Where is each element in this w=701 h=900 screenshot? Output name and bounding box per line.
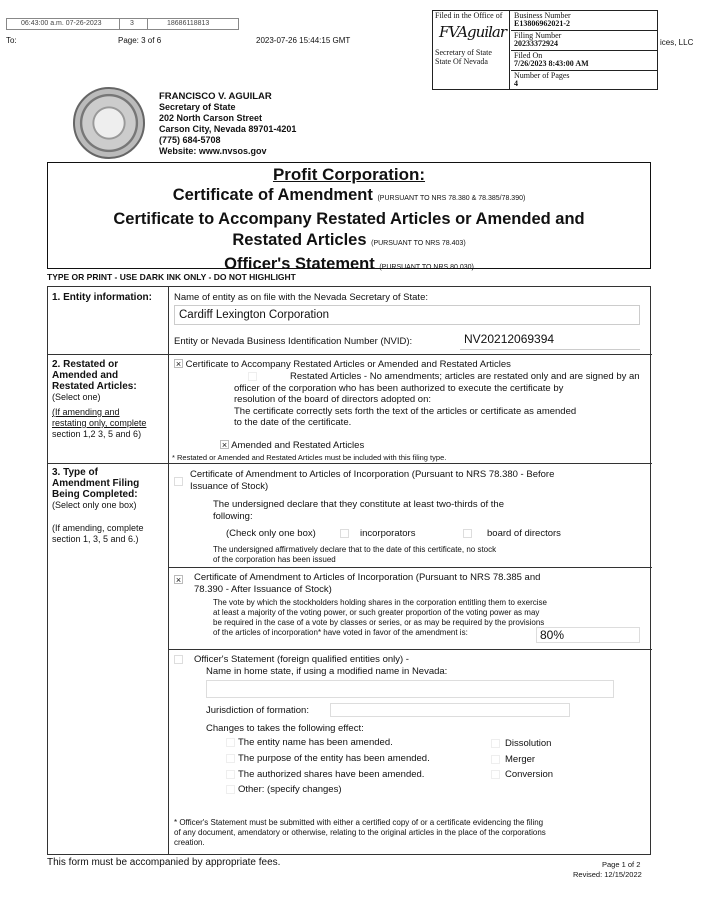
- stamp-signature: FVAguilar: [439, 23, 507, 41]
- vote-line4: of the articles of incorporation* have voted in favor of the amendment is:: [213, 628, 468, 637]
- conversion-checkbox[interactable]: [491, 770, 500, 779]
- officer-footnote-line2: of any document, amendatory or otherwise, relating to the original articles in the place of the corporations: [174, 828, 546, 837]
- board-checkbox[interactable]: [463, 529, 472, 538]
- accompany-option: × Certificate to Accompany Restated Articles or Amended and Restated Articles: [175, 359, 511, 370]
- change-purpose-label: The purpose of the entity has been amended.: [238, 753, 430, 764]
- jurisdiction-field[interactable]: [330, 703, 570, 717]
- title-certificate-amendment: Certificate of Amendment (PURSUANT TO NRS 78.380 & 78.385/78.390): [172, 186, 526, 204]
- entity-name-prompt: Name of entity as on file with the Nevada Secretary of State:: [174, 292, 428, 303]
- amended-checkbox[interactable]: ×: [221, 440, 228, 450]
- restated-line4: The certificate correctly sets forth the text of the articles or certificate as amended: [234, 406, 577, 417]
- restated-checkbox[interactable]: [248, 372, 257, 381]
- before-issuance-checkbox[interactable]: [174, 477, 183, 486]
- pages-label: Number of Pages: [514, 71, 570, 80]
- officer-statement-line2: Name in home state, if using a modified name in Nevada:: [206, 666, 448, 677]
- before-issuance-line2: Issuance of Stock): [190, 481, 269, 492]
- title-profit-corporation: Profit Corporation:: [272, 165, 426, 184]
- change-shares-label: The authorized shares have been amended.: [238, 769, 425, 780]
- officer-statement-checkbox[interactable]: [174, 655, 183, 664]
- changes-label: Changes to takes the following effect:: [206, 723, 364, 734]
- pages-count: 4: [514, 79, 518, 88]
- form-title-box: [47, 162, 651, 273]
- filing-number-label: Filing Number: [514, 31, 562, 40]
- vote-percentage-field[interactable]: 80%: [536, 627, 640, 643]
- incorporators-label: incorporators: [360, 528, 416, 539]
- fax-recipient-fragment: ices, LLC: [660, 38, 694, 47]
- section3-label: 3. Type of Amendment Filing Being Completed: (Select only one box) (If amending, complete section 1, 3, 5 and 6.): [52, 467, 144, 544]
- before-declare-line1: The undersigned declare that they constitute at least two-thirds of the: [213, 499, 504, 510]
- section2-footnote: * Restated or Amended and Restated Articles must be included with this filing type.: [172, 453, 447, 462]
- sos-address1: 202 North Carson Street: [159, 113, 263, 123]
- nevada-state-seal: [73, 87, 145, 159]
- sos-info: [159, 91, 296, 157]
- title-restated-articles: Restated Articles (PURSUANT TO NRS 78.403): [232, 231, 466, 249]
- restated-line3: resolution of the board of directors adopted on:: [234, 394, 431, 405]
- section1-label: 1. Entity information:: [52, 292, 152, 303]
- accompany-checkbox[interactable]: ×: [175, 359, 182, 369]
- officer-footnote-line3: creation.: [174, 838, 205, 847]
- entity-name-field[interactable]: Cardiff Lexington Corporation: [174, 305, 640, 325]
- amended-restated-option: × Amended and Restated Articles: [221, 440, 365, 451]
- type-instructions: TYPE OR PRINT - USE DARK INK ONLY - DO NOT HIGHLIGHT: [47, 272, 296, 282]
- affirm-line1: The undersigned affirmatively declare that to the date of this certificate, no stock: [213, 545, 497, 554]
- dissolution-checkbox[interactable]: [491, 739, 500, 748]
- business-number-label: Business Number: [514, 11, 571, 20]
- sos-name: FRANCISCO V. AGUILAR: [159, 91, 272, 102]
- restated-line2: officer of the corporation who has been authorized to execute the certificate by: [234, 383, 564, 394]
- filed-on-label: Filed On: [514, 51, 543, 60]
- fax-timestamp: 06:43:00 a.m. 07-26-2023: [21, 20, 102, 27]
- page-number: Page 1 of 2: [602, 860, 641, 869]
- filing-number: 20233372924: [514, 39, 558, 48]
- after-issuance-checkbox[interactable]: ×: [175, 575, 182, 585]
- change-purpose-checkbox[interactable]: [226, 754, 235, 763]
- stamp-secretary: Secretary of State: [435, 48, 492, 57]
- nvid-prompt: Entity or Nevada Business Identification Number (NVID):: [174, 336, 413, 347]
- fax-datetime: 2023-07-26 15:44:15 GMT: [256, 36, 351, 45]
- after-issuance-line1: Certificate of Amendment to Articles of Incorporation (Pursuant to NRS 78.385 and: [194, 572, 541, 583]
- fax-page: Page: 3 of 6: [118, 36, 162, 45]
- fees-notice: This form must be accompanied by appropriate fees.: [47, 857, 281, 868]
- affirm-line2: of the corporation has been issued: [213, 555, 336, 564]
- before-issuance-line1: Certificate of Amendment to Articles of Incorporation (Pursuant to NRS 78.380 - Before: [190, 469, 555, 480]
- title-restated-line: Certificate to Accompany Restated Articles or Amended and: [113, 210, 585, 228]
- nvid-field[interactable]: NV20212069394: [460, 332, 640, 350]
- merger-checkbox[interactable]: [491, 755, 500, 764]
- form-grid: 1. Entity information: Name of entity as on file with the Nevada Secretary of State: Cardiff Lexington Corporation Entity or Nevada Business Identification Number (NVID): NV20212069394 2. Restated or Amended and Restated Articles: (Select one) (If amending and restating only, complete section 1,2 3, 5 and 6) × Certificate to Accompany Restated Articles or Amended and Restated Articles Restated Articles - No amendments; articles are restated only and are signed by an officer of the corporation who has been authorized to execute the certificate by resolution of the board of directors adopted on: The certificate correctly sets forth the text of the articles or certificate as amended to the date of the certificate. × Amended and Restated Articles * Restated or Amended and Restated Articles must be included with this filing type. 3. Type of Amendment Filing Being Completed: (Select only one box) (If amending, complete section 1, 3, 5 and 6.) Certificate of Amendment to Articles of Incorporation (Pursuant to NRS 78.380 - Before Issuance of Stock) The undersigned declare that they constitute at least two-thirds of the following: (Check only one box) incorporators board of directors The undersigned affirmatively declare that to the date of this certificate, no stock of the corporation has been issued × Certificate of Amendment to Articles of Incorporation (Pursuant to NRS 78.385 and 78.390 - After Issuance of Stock) The vote by which the stockholders holding shares in the corporation entitling them to exercise at least a majority of the voting power, or such greater proportion of the voting power as may be required in the case of a vote by classes or series, or as may be required by the provisions of the articles of incorporation* have voted in favor of the amendment is: 80% Officer's Statement (foreign qualified entities only) - Name in home state, if using a modified name in Nevada: Jurisdiction of formation: Changes to takes the following effect: The entity name has been amended. The purpose of the entity has been amended. The authorized shares have been amended. Other: (specify changes) Dissolution Merger Conversion * Officer's Statement must be submitted with either a certified copy of or a certificate evidencing the filing of any document, amendatory or otherwise, relating to the original articles in the place of the corporations creation.: [47, 286, 651, 855]
- fax-header-box: [6, 18, 239, 30]
- section2-label: 2. Restated or Amended and Restated Articles: (Select one) (If amending and restating only, complete section 1,2 3, 5 and 6): [52, 359, 147, 439]
- restated-line5: to the date of the certificate.: [234, 417, 352, 428]
- conversion-label: Conversion: [505, 769, 554, 780]
- fax-to: To:: [6, 36, 17, 45]
- officer-footnote-line1: * Officer's Statement must be submitted with either a certified copy of or a certificate evidencing the filing: [174, 818, 544, 827]
- jurisdiction-label: Jurisdiction of formation:: [206, 705, 309, 716]
- sos-website: Website: www.nvsos.gov: [159, 146, 267, 156]
- officer-statement-line1: Officer's Statement (foreign qualified entities only) -: [194, 654, 409, 665]
- change-shares-checkbox[interactable]: [226, 770, 235, 779]
- merger-label: Merger: [505, 754, 536, 765]
- sos-phone: (775) 684-5708: [159, 135, 221, 145]
- board-label: board of directors: [487, 528, 561, 539]
- vote-line3: be required in the case of a vote by classes or series, or as may be required by the provisions: [213, 618, 545, 627]
- filing-stamp: [432, 10, 658, 90]
- change-other-checkbox[interactable]: [226, 785, 235, 794]
- vote-line1: The vote by which the stockholders holding shares in the corporation entitling them to exercise: [213, 598, 547, 607]
- fax-number: 18686118813: [167, 20, 210, 27]
- filed-on: 7/26/2023 8:43:00 AM: [514, 59, 589, 68]
- after-issuance-line2: 78.390 - After Issuance of Stock): [194, 584, 332, 595]
- fax-count: 3: [130, 20, 134, 27]
- change-name-label: The entity name has been amended.: [238, 737, 393, 748]
- business-number: E13806962021-2: [514, 19, 570, 28]
- home-state-name-field[interactable]: [206, 680, 614, 698]
- sos-address2: Carson City, Nevada 89701-4201: [159, 124, 297, 134]
- stamp-state: State Of Nevada: [435, 57, 488, 66]
- stamp-filed-in: Filed in the Office of: [435, 11, 503, 20]
- change-other-label: Other: (specify changes): [238, 784, 342, 795]
- before-declare-line2: following:: [213, 511, 253, 522]
- sos-title: Secretary of State: [159, 102, 236, 112]
- title-officers-statement: Officer's Statement (PURSUANT TO NRS 80.030): [224, 255, 474, 273]
- check-only-one: (Check only one box): [226, 528, 316, 539]
- vote-line2: at least a majority of the voting power, or such greater proportion of the voting power as may: [213, 608, 540, 617]
- dissolution-label: Dissolution: [505, 738, 552, 749]
- revised-date: Revised: 12/15/2022: [573, 870, 642, 879]
- change-name-checkbox[interactable]: [226, 738, 235, 747]
- incorporators-checkbox[interactable]: [340, 529, 349, 538]
